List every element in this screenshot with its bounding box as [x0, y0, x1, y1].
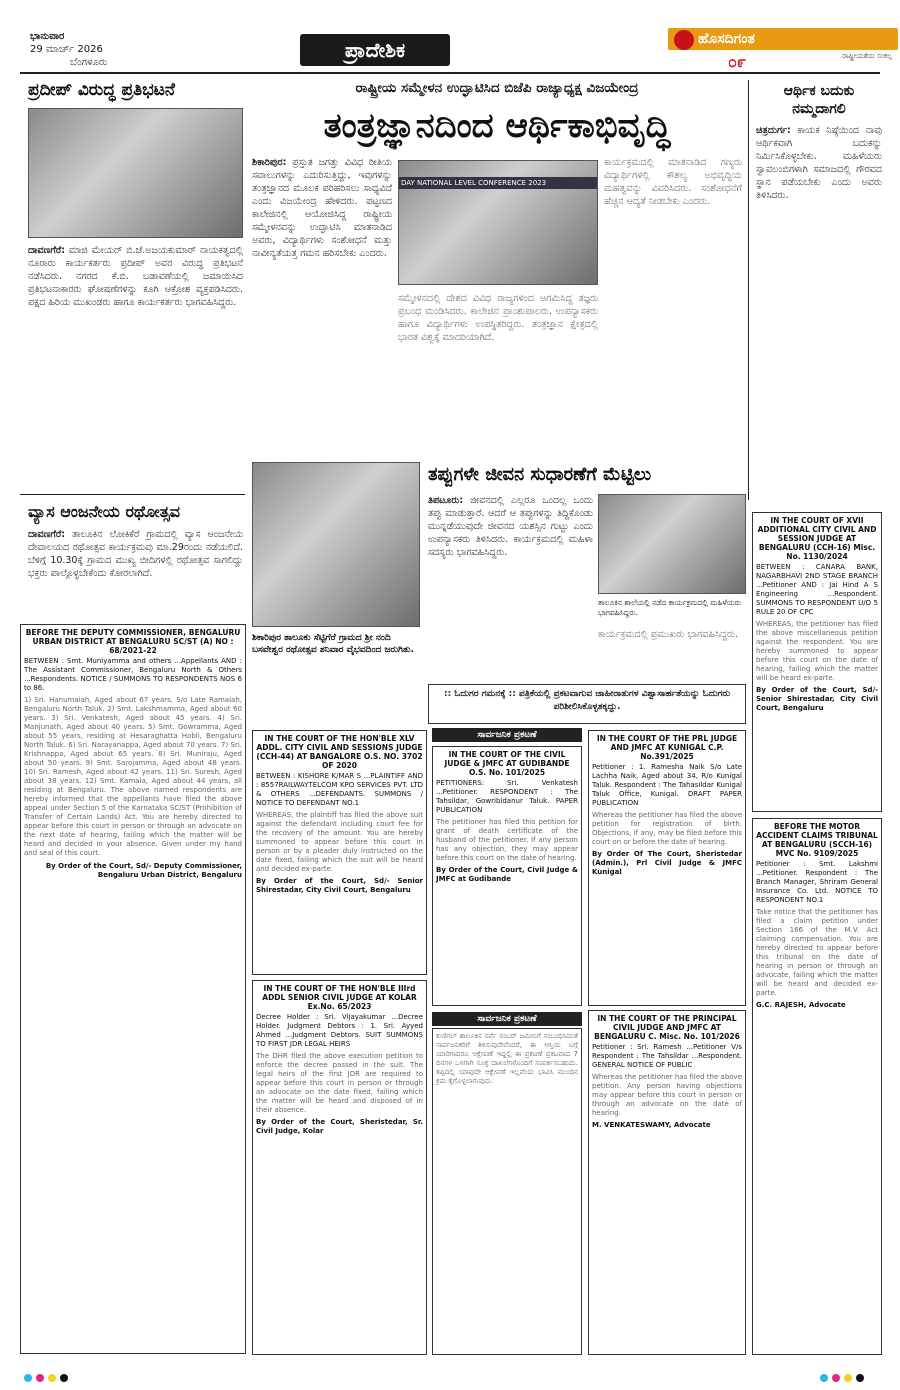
- notice-kolar: [252, 980, 427, 1355]
- notice-section-label-1: ಸಾರ್ವಜನಿಕ ಪ್ರಕಟಣೆ: [432, 728, 582, 742]
- life-headline: ತಪ್ಪುಗಳೇ ಜೀವನ ಸುಧಾರಣೆಗೆ ಮೆಟ್ಟಿಲು: [428, 464, 652, 485]
- conference-banner-text: DAY NATIONAL LEVEL CONFERENCE 2023: [399, 177, 597, 189]
- notice-5-body: BETWEEN : CANARA BANK, NAGARBHAVI 2ND STAGE BRANCH ...Petitioner AND : Jai Hind A S Engineering ...Respondent. SUMMONS TO RESPONDENT U/O 5 RULE 20 OF CPC: [756, 563, 878, 616]
- main-dateline: ಶಿಕಾರಿಪುರ:: [252, 157, 287, 168]
- notice-5-sign: By Order of the Court, Sd/- Senior Shirestadar, City Civil Court, Bengaluru: [756, 686, 878, 712]
- economy-text: ಕಾಯಕ ನಿಷ್ಠೆಯಿಂದ ನಾವು ಆರ್ಥಿಕವಾಗಿ ಬದುಕನ್ನು ನಿರ್ಮಿಸಿಕೊಳ್ಳಬೇಕು. ಮಹಿಳೆಯರು ಸ್ವಾವಲಂಬಿಗಳಾಗಿ ಸಮಾಜದಲ್ಲಿ ಗೌರವದ ಸ್ಥಾನ ಪಡೆಯಬೇಕು ಎಂದು ಅವರು ತಿಳಿಸಿದರು.: [756, 125, 882, 201]
- registration-dots-left: [24, 1374, 68, 1382]
- notice-8-title: IN THE COURT OF THE PRINCIPAL CIVIL JUDGE AND JMFC AT BENGALURU C. Misc. No. 101/2026: [594, 1014, 740, 1041]
- notice-1-title: BEFORE THE DEPUTY COMMISSIONER, BENGALURU URBAN DISTRICT AT BENGALURU SC/ST (A) NO : 68/2021-22: [25, 628, 241, 655]
- chariot-photo: [252, 462, 420, 627]
- protest-photo: [28, 108, 243, 238]
- protest-body: [28, 244, 243, 484]
- notice-dc-bengaluru: [20, 624, 246, 1354]
- notice-5-title: IN THE COURT OF XVII ADDITIONAL CITY CIVIL AND SESSION JUDGE AT BENGALURU (CCH-16) Misc. No. 1130/2024: [757, 516, 877, 561]
- yellow-dot: [844, 1374, 852, 1382]
- protest-headline: ಪ್ರದೀಪ್ ವಿರುದ್ಧ ಪ್ರತಿಭಟನೆ: [28, 80, 175, 100]
- black-dot: [856, 1374, 864, 1382]
- chariot-caption: ಶಿಕಾರಿಪುರ ತಾಲೂಕು ಸೆಟ್ಟಿಗೆರೆ ಗ್ರಾಮದ ಶ್ರೀ ನಂದಿ ಬಸವೇಶ್ವರ ರಥೋತ್ಸವ ಶನಿವಾರ ವೈಭವದಿಂದ ಜರುಗಿತು.: [252, 633, 415, 655]
- city-label: ಬೆಂಗಳೂರು: [70, 57, 108, 68]
- protest-text: ಮಾಜಿ ಮೇಯರ್ ಬಿ.ಜೆ.ಅಜಯಕುಮಾರ್ ನಾಯಕತ್ವದಲ್ಲಿ ನೂರಾರು ಕಾರ್ಯಕರ್ತರು ಪ್ರದೀಪ್ ಅವರ ವಿರುದ್ಧ ಪ್ರತಿಭಟನೆ ನಡೆಸಿದರು. ನಗರದ ಕೆ.ಬಿ. ಬಡಾವಣೆಯಲ್ಲಿ ಜಮಾಯಿಸಿದ ಪ್ರತಿಭಟನಾಕಾರರು ಘೋಷಣೆಗಳನ್ನು ಕೂಗಿ ಆಕ್ರೋಶ ವ್ಯಕ್ತಪಡಿಸಿದರು. ಪಕ್ಷದ ಹಿರಿಯ ಮುಖಂಡರು ಹಾಗೂ ಕಾರ್ಯಕರ್ತರು ಭಾಗವಹಿಸಿದ್ದರು.: [28, 245, 243, 308]
- section-title: ಪ್ರಾದೇಶಿಕ: [300, 34, 450, 66]
- magenta-dot: [832, 1374, 840, 1382]
- notice-1-filler: 1) Sri. Hanumaiah, Aged about 67 years, S/o Late Ramaiah, Bengaluru North Taluk. 2) Smt. Lakshmamma, Aged about 60 years. 3) Sri. Venkatesh, Aged about 45 years. 4) Sri. Manjunath, Aged about 40 years. 5) Smt. Gowramma, Aged about 55 years, residing at Hesaraghatta Hobli, Bengaluru North Taluk. 6) Sri. Narayanappa, Aged about 70 years. 7) Sri. Krishnappa, Aged about 65 years. 8) Sri. Muniraju, Aged about 50 years. 9) Smt. Sarojamma, Aged about 48 years. 10) Sri. Ramesh, Aged about 42 years. 11) Sri. Suresh, Aged about 38 years. 12) Smt. Kamala, Aged about 44 years, all residing at Bengaluru. The above named respondents are hereby informed that the appellants have filed the above appeal under Section 5 of the Karnataka SC/ST (Prohibition of Transfer of Certain Lands) Act. You are hereby directed to appear before this court in person or through an advocate on the next date of hearing, failing which the matter will be heard and decided in your absence. Given under my hand and seal of this court.: [24, 696, 242, 857]
- notice-3-sign: By Order of the Court, Civil Judge & JMFC at Gudibande: [436, 866, 578, 883]
- notice-4-body: Petitioner : 1. Ramesha Naik S/o Late Lachha Naik, Aged about 34, R/o Kunigal Taluk. Respondent : The Tahasildar Kunigal Taluk Office, Kunigal. DRAFT PAPER PUBLICATION: [592, 763, 742, 807]
- notice-6-sign: By Order of the Court, Sheristedar, Sr. Civil Judge, Kolar: [256, 1118, 423, 1135]
- notice-cch44: [252, 730, 427, 975]
- notice-7-filler: Take notice that the petitioner has filed a claim petition under Section 166 of the M.V. Act claiming compensation. You are hereby directed to appear before this tribunal on the date of hearing in person or through an advocate, failing which the matter will be heard and decided ex-parte.: [756, 908, 878, 997]
- paper-name: ಹೊಸದಿಗಂತ: [668, 28, 898, 50]
- notice-3-filler: The petitioner has filed this petition for grant of death certificate of the husband of the petitioner. If any person has any objection, they may appear before this court on the date of hearing.: [436, 818, 578, 862]
- cyan-dot: [24, 1374, 32, 1382]
- cyan-dot: [820, 1374, 828, 1382]
- main-body-col2: ಸಮ್ಮೇಳನದಲ್ಲಿ ದೇಶದ ವಿವಿಧ ರಾಜ್ಯಗಳಿಂದ ಆಗಮಿಸಿದ್ದ ತಜ್ಞರು ಪ್ರಬಂಧ ಮಂಡಿಸಿದರು. ಕಾಲೇಜಿನ ಪ್ರಾಂಶುಪಾಲರು, ಉಪನ್ಯಾಸಕರು ಹಾಗೂ ವಿದ್ಯಾರ್ಥಿಗಳು ಉಪಸ್ಥಿತರಿದ್ದರು. ತಂತ್ರಜ್ಞಾನ ಕ್ಷೇತ್ರದಲ್ಲಿ ಭಾರತ ವಿಶ್ವಕ್ಕೆ ಮಾದರಿಯಾಗಿದೆ.: [398, 293, 598, 343]
- notice-7-title: BEFORE THE MOTOR ACCIDENT CLAIMS TRIBUNAL AT BENGALURU (SCCH-16) MVC No. 9109/2025: [756, 822, 878, 858]
- date-block: [30, 30, 107, 69]
- main-text: ಪ್ರಸ್ತುತ ಜಗತ್ತು ವಿವಿಧ ರೀತಿಯ ಸವಾಲುಗಳನ್ನು ಎದುರಿಸುತ್ತಿದ್ದು, ಇವುಗಳನ್ನು ತಂತ್ರಜ್ಞಾನದ ಮೂಲಕ ಪರಿಹರಿಸಲು ಸಾಧ್ಯವಿದೆ ಎಂದು ವಿಜಯೇಂದ್ರ ಹೇಳಿದರು. ಪಟ್ಟಣದ ಕಾಲೇಜಿನಲ್ಲಿ ಆಯೋಜಿಸಿದ್ದ ರಾಷ್ಟ್ರೀಯ ಸಮ್ಮೇಳನವನ್ನು ಉದ್ಘಾಟಿಸಿ ಮಾತನಾಡಿದ ಅವರು, ವಿದ್ಯಾರ್ಥಿಗಳು ಸಂಶೋಧನೆ ಮತ್ತು ನಾವೀನ್ಯತೆಯತ್ತ ಗಮನ ಹರಿಸಬೇಕು ಎಂದರು.: [252, 157, 392, 259]
- economy-body: [756, 124, 882, 504]
- notice-1-body: BETWEEN : Smt. Muniyamma and others ...Appellants AND : The Assistant Commissioner, Bengaluru North & Others ...Respondents. NOTICE / SUMMONS TO RESPONDENTS NOS 6 to 86.: [24, 657, 242, 692]
- date-label: 29 ಮಾರ್ಚ್ 2026: [30, 44, 103, 55]
- vyasa-body: [28, 528, 243, 618]
- page-number: ೦೯: [728, 52, 746, 71]
- notice-7-sign: G.C. RAJESH, Advocate: [756, 1001, 846, 1009]
- life-body-col2: ಕಾರ್ಯಕ್ರಮದಲ್ಲಿ ಪ್ರಮುಖರು ಭಾಗವಹಿಸಿದ್ದರು.: [598, 629, 739, 640]
- reader-notice-strip: :: ಓದುಗರ ಗಮನಕ್ಕೆ :: ಪತ್ರಿಕೆಯಲ್ಲಿ ಪ್ರಕಟವಾಗುವ ಜಾಹೀರಾತುಗಳ ವಿಶ್ವಾಸಾರ್ಹತೆಯನ್ನು ಓದುಗರು ಪರಿಶೀಲಿಸಿಕೊಳ್ಳತಕ್ಕದ್ದು.: [428, 684, 746, 724]
- vyasa-text: ತಾಲೂಕಿನ ಲೋಕಿಕೆರೆ ಗ್ರಾಮದಲ್ಲಿ ವ್ಯಾಸ ಆಂಜನೇಯ ದೇವಾಲಯದ ರಥೋತ್ಸವ ಕಾರ್ಯಕ್ರಮವು ಮಾ.29ರಂದು ನಡೆಯಲಿದೆ. ಬೆಳಿಗ್ಗೆ 10.30ಕ್ಕೆ ಗ್ರಾಮದ ಮುಖ್ಯ ಬೀದಿಗಳಲ್ಲಿ ರಥೋತ್ಸವ ಸಾಗಲಿದ್ದು ಭಕ್ತರು ಪಾಲ್ಗೊಳ್ಳಬೇಕೆಂದು ಕೋರಲಾಗಿದೆ.: [28, 529, 243, 579]
- notice-2-filler: WHEREAS, the plaintiff has filed the above suit against the defendant including court fee for the recovery of the amount. You are hereby summoned to appear before this court in person or by a pleader duly instructed on the date fixed, failing which the suit will be heard and decided ex-parte.: [256, 811, 423, 873]
- day-label: ಭಾನುವಾರ: [30, 31, 65, 42]
- life-photo: [598, 494, 746, 594]
- notice-gudibande: [432, 746, 582, 1006]
- vyasa-dateline: ದಾವಣಗೆರೆ:: [28, 529, 66, 540]
- notice-6-filler: The DHR filed the above execution petition to enforce the decree passed in the suit. The legal heirs of the first JDR are required to appear before this court in person or through an advocate on the date fixed, failing which the matter will be heard and disposed of in their absence.: [256, 1052, 423, 1114]
- masthead-rule: [20, 72, 880, 74]
- paper-tagline: ರಾಷ್ಟ್ರೀಯತೆಯ ಸಂಕಲ್ಪ: [842, 52, 892, 60]
- yellow-dot: [48, 1374, 56, 1382]
- magenta-dot: [36, 1374, 44, 1382]
- notice-8-sign: M. VENKATESWAMY, Advocate: [592, 1121, 711, 1129]
- notice-kannada-block: ಕುಣಿಗಲ್ ತಾಲೂಕಿನ ಸರ್ವೆ ನಂಬರ್ ಜಮೀನಿಗೆ ಸಂಬಂಧಿಸಿದಂತೆ ಸಾರ್ವಜನಿಕರಿಗೆ ತಿಳಿಸುವುದೇನೆಂದರೆ, ಈ ಆಸ್ತಿಯ ಬಗ್ಗೆ ಯಾರಿಗಾದರೂ ಆಕ್ಷೇಪಣೆ ಇದ್ದಲ್ಲಿ ಈ ಪ್ರಕಟಣೆ ಪ್ರಕಟವಾದ 7 ದಿನಗಳ ಒಳಗಾಗಿ ಸೂಕ್ತ ದಾಖಲೆಗಳೊಂದಿಗೆ ಸಂಪರ್ಕಿಸಬಹುದು. ತಪ್ಪಿದಲ್ಲಿ ಯಾವುದೇ ಆಕ್ಷೇಪಣೆ ಇಲ್ಲವೆಂದು ಭಾವಿಸಿ ಮುಂದಿನ ಕ್ರಮ ಕೈಗೊಳ್ಳಲಾಗುವುದು.: [432, 1028, 582, 1355]
- masthead: [0, 0, 900, 70]
- notice-4-sign: By Order Of The Court, Sheristedar (Admin.), Prl Civil Judge & JMFC Kunigal: [592, 850, 742, 876]
- conference-photo: [398, 160, 598, 285]
- notice-section-label-2: ಸಾರ್ವಜನಿಕ ಪ್ರಕಟಣೆ: [432, 1012, 582, 1026]
- notice-8-filler: Whereas the petitioner has filed the above petition. Any person having objections may appear before this court in person or through an advocate on the date of hearing.: [592, 1073, 742, 1117]
- notice-2-sign: By Order of the Court, Sd/- Senior Shirestadar, City Civil Court, Bengaluru: [256, 877, 423, 894]
- notice-4-title: IN THE COURT OF THE PRL JUDGE AND JMFC AT KUNIGAL C.P. No.391/2025: [596, 734, 738, 761]
- notice-mact: [752, 818, 882, 1355]
- vyasa-rule: [20, 494, 245, 495]
- notice-kunigal: [588, 730, 746, 1006]
- protest-dateline: ದಾವಣಗೆರೆ:: [28, 245, 66, 256]
- logo-emblem-icon: [674, 30, 694, 50]
- paper-logo: [668, 28, 898, 71]
- black-dot: [60, 1374, 68, 1382]
- economy-headline: ಆರ್ಥಿಕ ಬದುಕು ನಮ್ಮದಾಗಲಿ: [783, 83, 855, 117]
- notice-3-title: IN THE COURT OF THE CIVIL JUDGE & JMFC AT GUDIBANDE O.S. No. 101/2025: [444, 750, 570, 777]
- main-body-col1: [252, 156, 392, 456]
- vyasa-headline: ವ್ಯಾಸ ಆಂಜನೇಯ ರಥೋತ್ಸವ: [28, 502, 180, 521]
- notice-8-body: Petitioner : Sri. Ramesh ...Petitioner V/s Respondent : The Tahsildar ...Respondent. GENERAL NOTICE OF PUBLIC: [592, 1043, 742, 1069]
- notice-5-filler: WHEREAS, the petitioner has filed the above miscellaneous petition against the respondent. You are hereby summoned to appear before this court on the date of hearing, failing which the matter will be heard ex-parte.: [756, 620, 878, 682]
- main-headline: ತಂತ್ರಜ್ಞಾನದಿಂದ ಆರ್ಥಿಕಾಭಿವೃದ್ಧಿ: [323, 106, 671, 146]
- main-kicker: ರಾಷ್ಟ್ರೀಯ ಸಮ್ಮೇಳನ ಉದ್ಘಾಟಿಸಿದ ಬಿಜೆಪಿ ರಾಜ್ಯಾಧ್ಯಕ್ಷ ವಿಜಯೇಂದ್ರ: [355, 80, 639, 96]
- life-body: [428, 494, 593, 679]
- notice-principal-civil: [588, 1010, 746, 1355]
- notice-2-body: BETWEEN : KISHORE K/MAR S ...PLAINTIFF AND : 8557RAILWAYTELCOM KPO SERVICES PVT. LTD & OTHERS ...DEFENDANTS. SUMMONS / NOTICE TO DEFENDANT NO.1: [256, 772, 423, 807]
- notice-6-title: IN THE COURT OF THE HON'BLE IIIrd ADDL SENIOR CIVIL JUDGE AT KOLAR Ex.No. 65/2023: [262, 984, 417, 1011]
- notice-4-filler: Whereas the petitioner has filed the above petition for registration of birth. Objections, if any, may be filed before this court on or before the date of hearing.: [592, 811, 742, 846]
- notice-1-sign: By Order of the Court, Sd/- Deputy Commissioner, Bengaluru Urban District, Bengaluru: [45, 862, 242, 879]
- notice-2-title: IN THE COURT OF THE HON'BLE XLV ADDL. CITY CIVIL AND SESSIONS JUDGE (CCH-44) AT BANGALORE O.S. NO. 3702 OF 2020: [256, 734, 423, 770]
- notice-3-body: PETITIONERS: Sri. Venkatesh ...Petitioner. RESPONDENT : The Tahsildar, Gowribidanur Taluk. PAPER PUBLICATION: [436, 779, 578, 814]
- right-column-rule: [748, 80, 749, 500]
- registration-dots-right: [820, 1374, 864, 1382]
- economy-dateline: ಚಿತ್ರದುರ್ಗ:: [756, 125, 791, 136]
- notice-cch16: [752, 512, 882, 812]
- life-text: ಜೀವನದಲ್ಲಿ ಎಲ್ಲರೂ ಒಂದಲ್ಲ ಒಂದು ತಪ್ಪು ಮಾಡುತ್ತಾರೆ. ಆದರೆ ಆ ತಪ್ಪುಗಳನ್ನು ತಿದ್ದಿಕೊಂಡು ಮುನ್ನಡೆಯುವುದೇ ಜೀವನದ ಯಶಸ್ಸಿನ ಗುಟ್ಟು ಎಂದು ಉಪನ್ಯಾಸಕರು ತಿಳಿಸಿದರು. ಕಾರ್ಯಕ್ರಮದಲ್ಲಿ ಮಹಿಳಾ ಸದಸ್ಯರು ಭಾಗವಹಿಸಿದ್ದರು.: [428, 495, 593, 558]
- main-body-col3: ಕಾರ್ಯಕ್ರಮದಲ್ಲಿ ಮಾತನಾಡಿದ ಗಣ್ಯರು ವಿದ್ಯಾರ್ಥಿಗಳಲ್ಲಿ ಕೌಶಲ್ಯ ಅಭಿವೃದ್ಧಿಯ ಮಹತ್ವವನ್ನು ವಿವರಿಸಿದರು. ಸಂಶೋಧನೆಗೆ ಹೆಚ್ಚಿನ ಆದ್ಯತೆ ನೀಡಬೇಕು ಎಂದರು.: [604, 157, 742, 207]
- life-photo-caption: ತಾಲೂಕಿನ ಶಾಲೆಯಲ್ಲಿ ನಡೆದ ಕಾರ್ಯಕ್ರಮದಲ್ಲಿ ಮಹಿಳೆಯರು ಭಾಗವಹಿಸಿದ್ದರು.: [598, 598, 742, 617]
- life-dateline: ತಿಪಟೂರು:: [428, 495, 464, 506]
- notice-6-body: Decree Holder : Sri. Vijayakumar ...Decree Holder. Judgment Debtors : 1. Sri. Ayyed Ahmed ...Judgment Debtors. SUIT SUMMONS TO FIRST JDR LEGAL HEIRS: [256, 1013, 423, 1048]
- notice-7-body: Petitioner : Smt. Lakshmi ...Petitioner. Respondent : The Branch Manager, Shriram General Insurance Co. Ltd. NOTICE TO RESPONDENT NO.1: [756, 860, 878, 904]
